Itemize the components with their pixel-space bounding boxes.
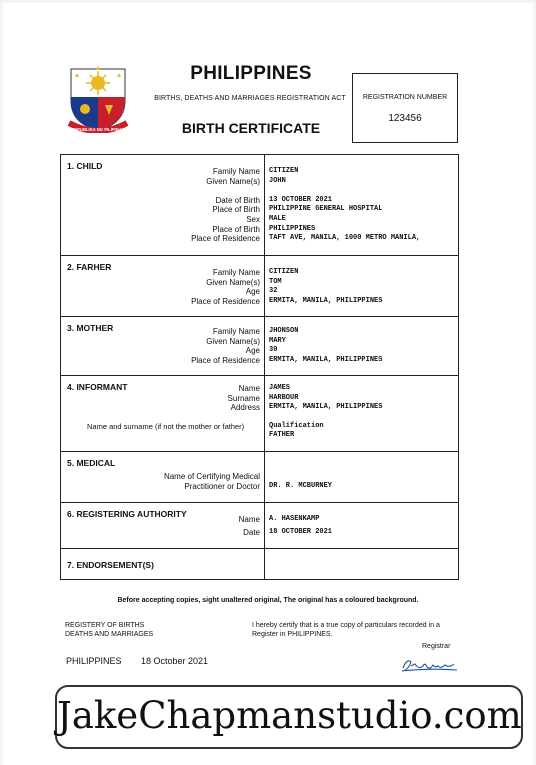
field-values [265, 376, 458, 441]
value-qualification: FATHER [269, 431, 295, 440]
label-residence: Place of Residence [191, 234, 260, 244]
value-date: 18 OCTOBER 2021 [269, 527, 333, 536]
field-values [265, 256, 458, 306]
value-date-of-birth: 13 OCTOBER 2021 [269, 195, 333, 204]
label-residence: Place of Residence [191, 296, 260, 306]
value-sex: MALE [269, 214, 286, 223]
value-given-names: MARY [269, 336, 286, 345]
value-residence: ERMITA, MANILA, PHILIPPINES [269, 296, 383, 305]
philippine-seal-icon [65, 61, 131, 133]
field-labels [228, 384, 260, 413]
registry-line: REGISTERY OF BIRTHS [65, 622, 145, 629]
label-family-name: Family Name [212, 327, 260, 336]
section-mother [61, 316, 458, 375]
registry-line: DEATHS AND MARRIAGES [65, 630, 154, 638]
registry-name [65, 622, 153, 639]
authenticity-notice: Before accepting copies, sight unaltered original, The original has a coloured background. [117, 597, 419, 604]
section-endorsements [61, 548, 458, 579]
section-registering-authority [61, 502, 458, 548]
label-given-names: Given Name(s) [206, 176, 260, 186]
registrar-signature [399, 656, 461, 674]
value-address: ERMITA, MANILA, PHILIPPINES [269, 403, 383, 412]
label-age: Age [245, 346, 260, 356]
label-address: Address [230, 403, 260, 413]
seal-motto: REPUBLIKA NG PILIPINAS [71, 127, 125, 132]
field-labels [191, 327, 260, 365]
label-surname: Surname [227, 393, 260, 403]
label-name: Name [238, 384, 260, 393]
label-place-of-birth: Place of Birth [212, 224, 260, 234]
value-name: JAMES [269, 384, 291, 392]
certificate-title: BIRTH CERTIFICATE [181, 120, 321, 136]
value-family-name: JHONSON [269, 327, 299, 335]
section-medical [61, 451, 458, 502]
section-title: 1. CHILD [67, 161, 103, 171]
field-labels [164, 472, 260, 491]
country-title: PHILIPPINES [190, 63, 312, 84]
label-place-of-birth: Place of Birth [212, 205, 260, 215]
field-labels [239, 515, 260, 537]
label-date: Date [243, 527, 260, 537]
value-given-names: JOHN [269, 176, 286, 185]
value-age: 32 [269, 287, 278, 296]
label-certifying-practitioner: Practitioner or Doctor [184, 481, 260, 491]
certificate-form [60, 154, 459, 580]
value-family-name: CITIZEN [269, 268, 299, 276]
label-date-of-birth: Date of Birth [215, 195, 260, 205]
value-age: 30 [269, 346, 278, 355]
label-age: Age [245, 287, 260, 297]
value-surname: HARBOUR [269, 393, 299, 402]
value-place-of-birth: PHILIPPINES [269, 224, 316, 233]
label-residence: Place of Residence [191, 355, 260, 365]
section-title: 2. FARHER [67, 262, 112, 272]
certification-line: I hereby certify that is a true copy of particulars recorded in a [252, 622, 440, 629]
label-given-names: Given Name(s) [206, 336, 260, 346]
value-residence: TAFT AVE, MANILA, 1000 METRO MANILA, [269, 234, 421, 243]
watermark-banner: JakeChapmanstudio.com [55, 685, 523, 749]
section-title: 7. ENDORSEMENT(S) [67, 560, 154, 570]
issue-place: PHILIPPINES [66, 656, 122, 666]
section-father [61, 255, 458, 316]
value-residence: ERMITA, MANILA, PHILIPPINES [269, 355, 383, 364]
value-family-name: CITIZEN [269, 167, 299, 175]
certificate-page [3, 3, 533, 765]
section-title: 3. MOTHER [67, 323, 114, 333]
label-certifying-practitioner: Name of Certifying Medical [163, 472, 260, 481]
certification-statement [252, 622, 440, 639]
field-labels [191, 167, 260, 244]
field-values [265, 503, 458, 537]
label-given-names: Given Name(s) [206, 277, 260, 287]
value-given-names: TOM [269, 277, 282, 286]
act-subtitle: BIRTHS, DEATHS AND MARRIAGES REGISTRATION ACT [154, 95, 346, 102]
field-labels [191, 268, 260, 306]
label-name: Name [238, 515, 260, 524]
value-doctor: DR. R. MCBURNEY [269, 482, 333, 490]
label-family-name: Family Name [212, 268, 260, 277]
field-values [265, 317, 458, 365]
issue-date: 18 October 2021 [141, 656, 209, 666]
section-title: 4. INFORMANT [67, 382, 128, 392]
registration-label: REGISTRATION NUMBER [362, 94, 448, 101]
label-name-and-surname-note: Name and surname (if not the mother or father) [87, 422, 245, 431]
value-place-of-birth: PHILIPPINE GENERAL HOSPITAL [269, 205, 383, 214]
certification-line: Register in PHILIPPINES. [252, 630, 333, 638]
field-values [265, 155, 458, 244]
section-title: 6. REGISTERING AUTHORITY [67, 509, 187, 519]
section-informant [61, 375, 458, 451]
section-title: 5. MEDICAL [67, 458, 116, 468]
field-values [265, 452, 458, 492]
label-family-name: Family Name [212, 167, 260, 176]
registrar-label: Registrar [422, 643, 451, 650]
registration-box [352, 73, 458, 143]
registration-number: 123456 [388, 113, 422, 124]
qualification-label: Qualification [269, 421, 324, 430]
label-sex: Sex [246, 214, 260, 224]
section-child [61, 155, 458, 255]
value-name: A. HASENKAMP [269, 515, 320, 523]
